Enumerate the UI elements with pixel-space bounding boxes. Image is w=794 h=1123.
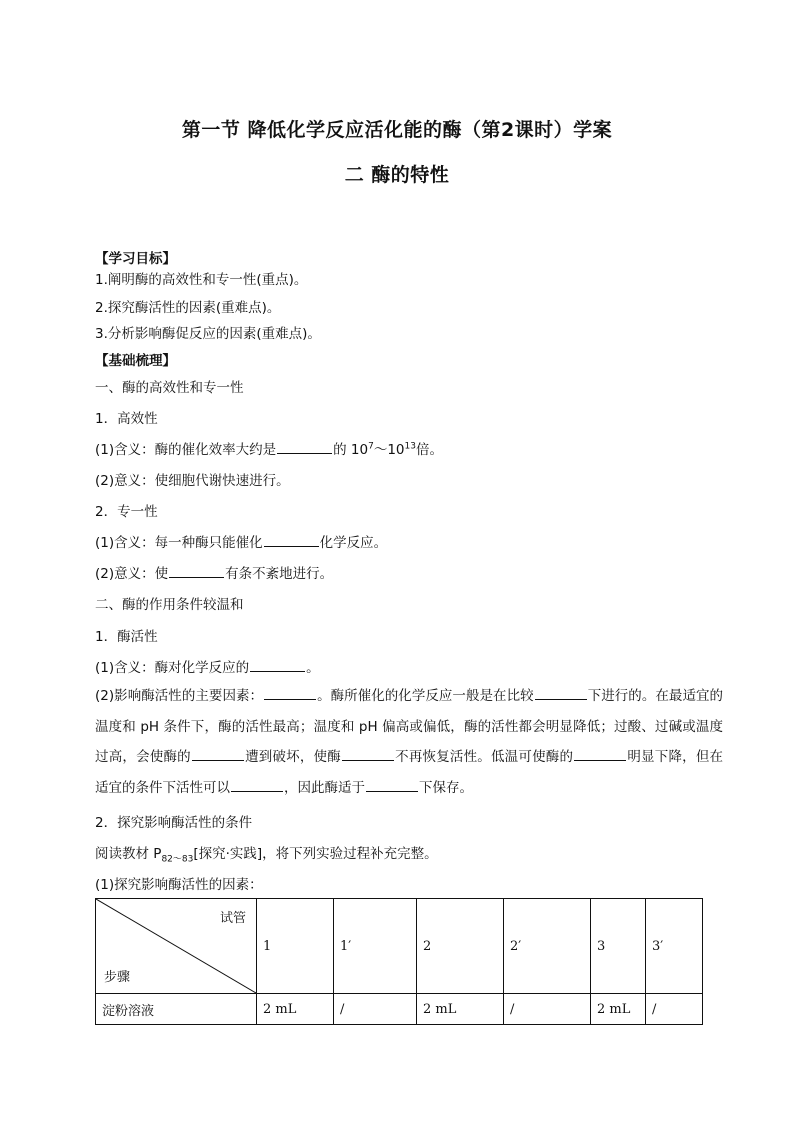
table-cell: 2 mL xyxy=(591,994,646,1025)
fill-blank[interactable] xyxy=(342,747,394,761)
section-heading: 二、酶的作用条件较温和 xyxy=(95,597,244,613)
exponent: 13 xyxy=(404,441,416,452)
text: (2)意义：使 xyxy=(95,566,169,582)
text: 。 xyxy=(306,660,320,676)
page-range: 82～83 xyxy=(161,854,194,865)
subsection-heading: 2．专一性 xyxy=(95,504,158,520)
text: 明显下降，但在适宜的条件下活性可以 xyxy=(95,749,724,796)
fill-blank[interactable] xyxy=(264,533,319,547)
page-title: 第一节 降低化学反应活化能的酶（第2课时）学案 xyxy=(181,119,613,141)
text: ，因此酶适于 xyxy=(284,779,365,796)
column-header: 1 xyxy=(257,899,334,994)
efficiency-meaning xyxy=(95,438,443,458)
fill-blank[interactable] xyxy=(250,658,305,672)
diagonal-header-cell xyxy=(96,899,257,994)
subsection-heading: 1．酶活性 xyxy=(95,629,158,645)
text: ～10 xyxy=(373,442,405,458)
fill-blank[interactable] xyxy=(535,686,587,700)
column-header: 3 xyxy=(591,899,646,994)
header-tube-label: 试管 xyxy=(219,911,246,926)
goal-item: 3.分析影响酶促反应的因素(重难点)。 xyxy=(95,326,321,342)
text: 。酶所催化的化学反应一般是在比较 xyxy=(317,688,534,704)
text: 阅读教材 P xyxy=(95,846,162,862)
table-cell: / xyxy=(334,994,417,1025)
subsection-heading: 2．探究影响酶活性的条件 xyxy=(95,815,253,831)
text: (2)影响酶活性的主要因素： xyxy=(95,688,264,704)
fill-blank[interactable] xyxy=(169,564,224,578)
activity-meaning xyxy=(95,656,320,676)
column-header: 1′ xyxy=(334,899,417,994)
text: 的 10 xyxy=(333,442,369,458)
table-header-row xyxy=(96,899,703,994)
column-header: 2′ xyxy=(504,899,591,994)
column-header: 2 xyxy=(417,899,504,994)
table-cell: 2 mL xyxy=(417,994,504,1025)
goal-item: 1.阐明酶的高效性和专一性(重点)。 xyxy=(95,272,308,288)
table-cell: 2 mL xyxy=(257,994,334,1025)
table-cell: / xyxy=(504,994,591,1025)
table-row xyxy=(96,994,703,1025)
text: (1)含义：每一种酶只能催化 xyxy=(95,535,263,551)
reading-instruction xyxy=(95,842,438,865)
header-step-label: 步骤 xyxy=(104,970,131,985)
goals-heading: 【学习目标】 xyxy=(95,251,176,267)
text: 下进行的。在最适宜的温度和 pH 条件下，酶的活性最高；温度和 pH 偏高或偏低，酶的活性都会明显降低；过酸、过碱或温度过高，会使酶的 xyxy=(95,688,724,765)
specificity-meaning xyxy=(95,531,387,551)
specificity-significance xyxy=(95,562,333,582)
text: 化学反应。 xyxy=(319,535,388,551)
column-header: 3′ xyxy=(646,899,703,994)
text: (1)含义：酶的催化效率大约是 xyxy=(95,442,277,458)
text: 不再恢复活性。低温可使酶的 xyxy=(394,749,574,765)
fill-blank[interactable] xyxy=(231,778,283,792)
fill-blank[interactable] xyxy=(574,747,626,761)
fill-blank[interactable] xyxy=(264,686,316,700)
fill-blank[interactable] xyxy=(277,440,332,454)
experiment-table xyxy=(95,898,703,1025)
fill-blank[interactable] xyxy=(192,747,244,761)
text: (1)含义：酶对化学反应的 xyxy=(95,660,250,676)
text: [探究·实践]，将下列实验过程补充完整。 xyxy=(193,846,438,862)
exponent: 7 xyxy=(368,441,374,452)
basics-heading: 【基础梳理】 xyxy=(95,353,176,369)
activity-factors-paragraph xyxy=(95,681,723,803)
subsection-heading: 1．高效性 xyxy=(95,411,158,427)
row-label: 淀粉溶液 xyxy=(96,994,257,1025)
section-heading: 一、酶的高效性和专一性 xyxy=(95,380,244,396)
goal-item: 2.探究酶活性的因素(重难点)。 xyxy=(95,300,281,316)
text: 有条不紊地进行。 xyxy=(225,566,334,582)
fill-blank[interactable] xyxy=(366,778,418,792)
table-cell: / xyxy=(646,994,703,1025)
text: 遭到破坏，使酶 xyxy=(244,749,341,765)
efficiency-significance: (2)意义：使细胞代谢快速进行。 xyxy=(95,473,290,489)
explore-heading: (1)探究影响酶活性的因素： xyxy=(95,877,263,893)
text: 倍。 xyxy=(415,442,443,458)
text: 下保存。 xyxy=(419,779,473,796)
page-subtitle: 二 酶的特性 xyxy=(344,164,450,186)
